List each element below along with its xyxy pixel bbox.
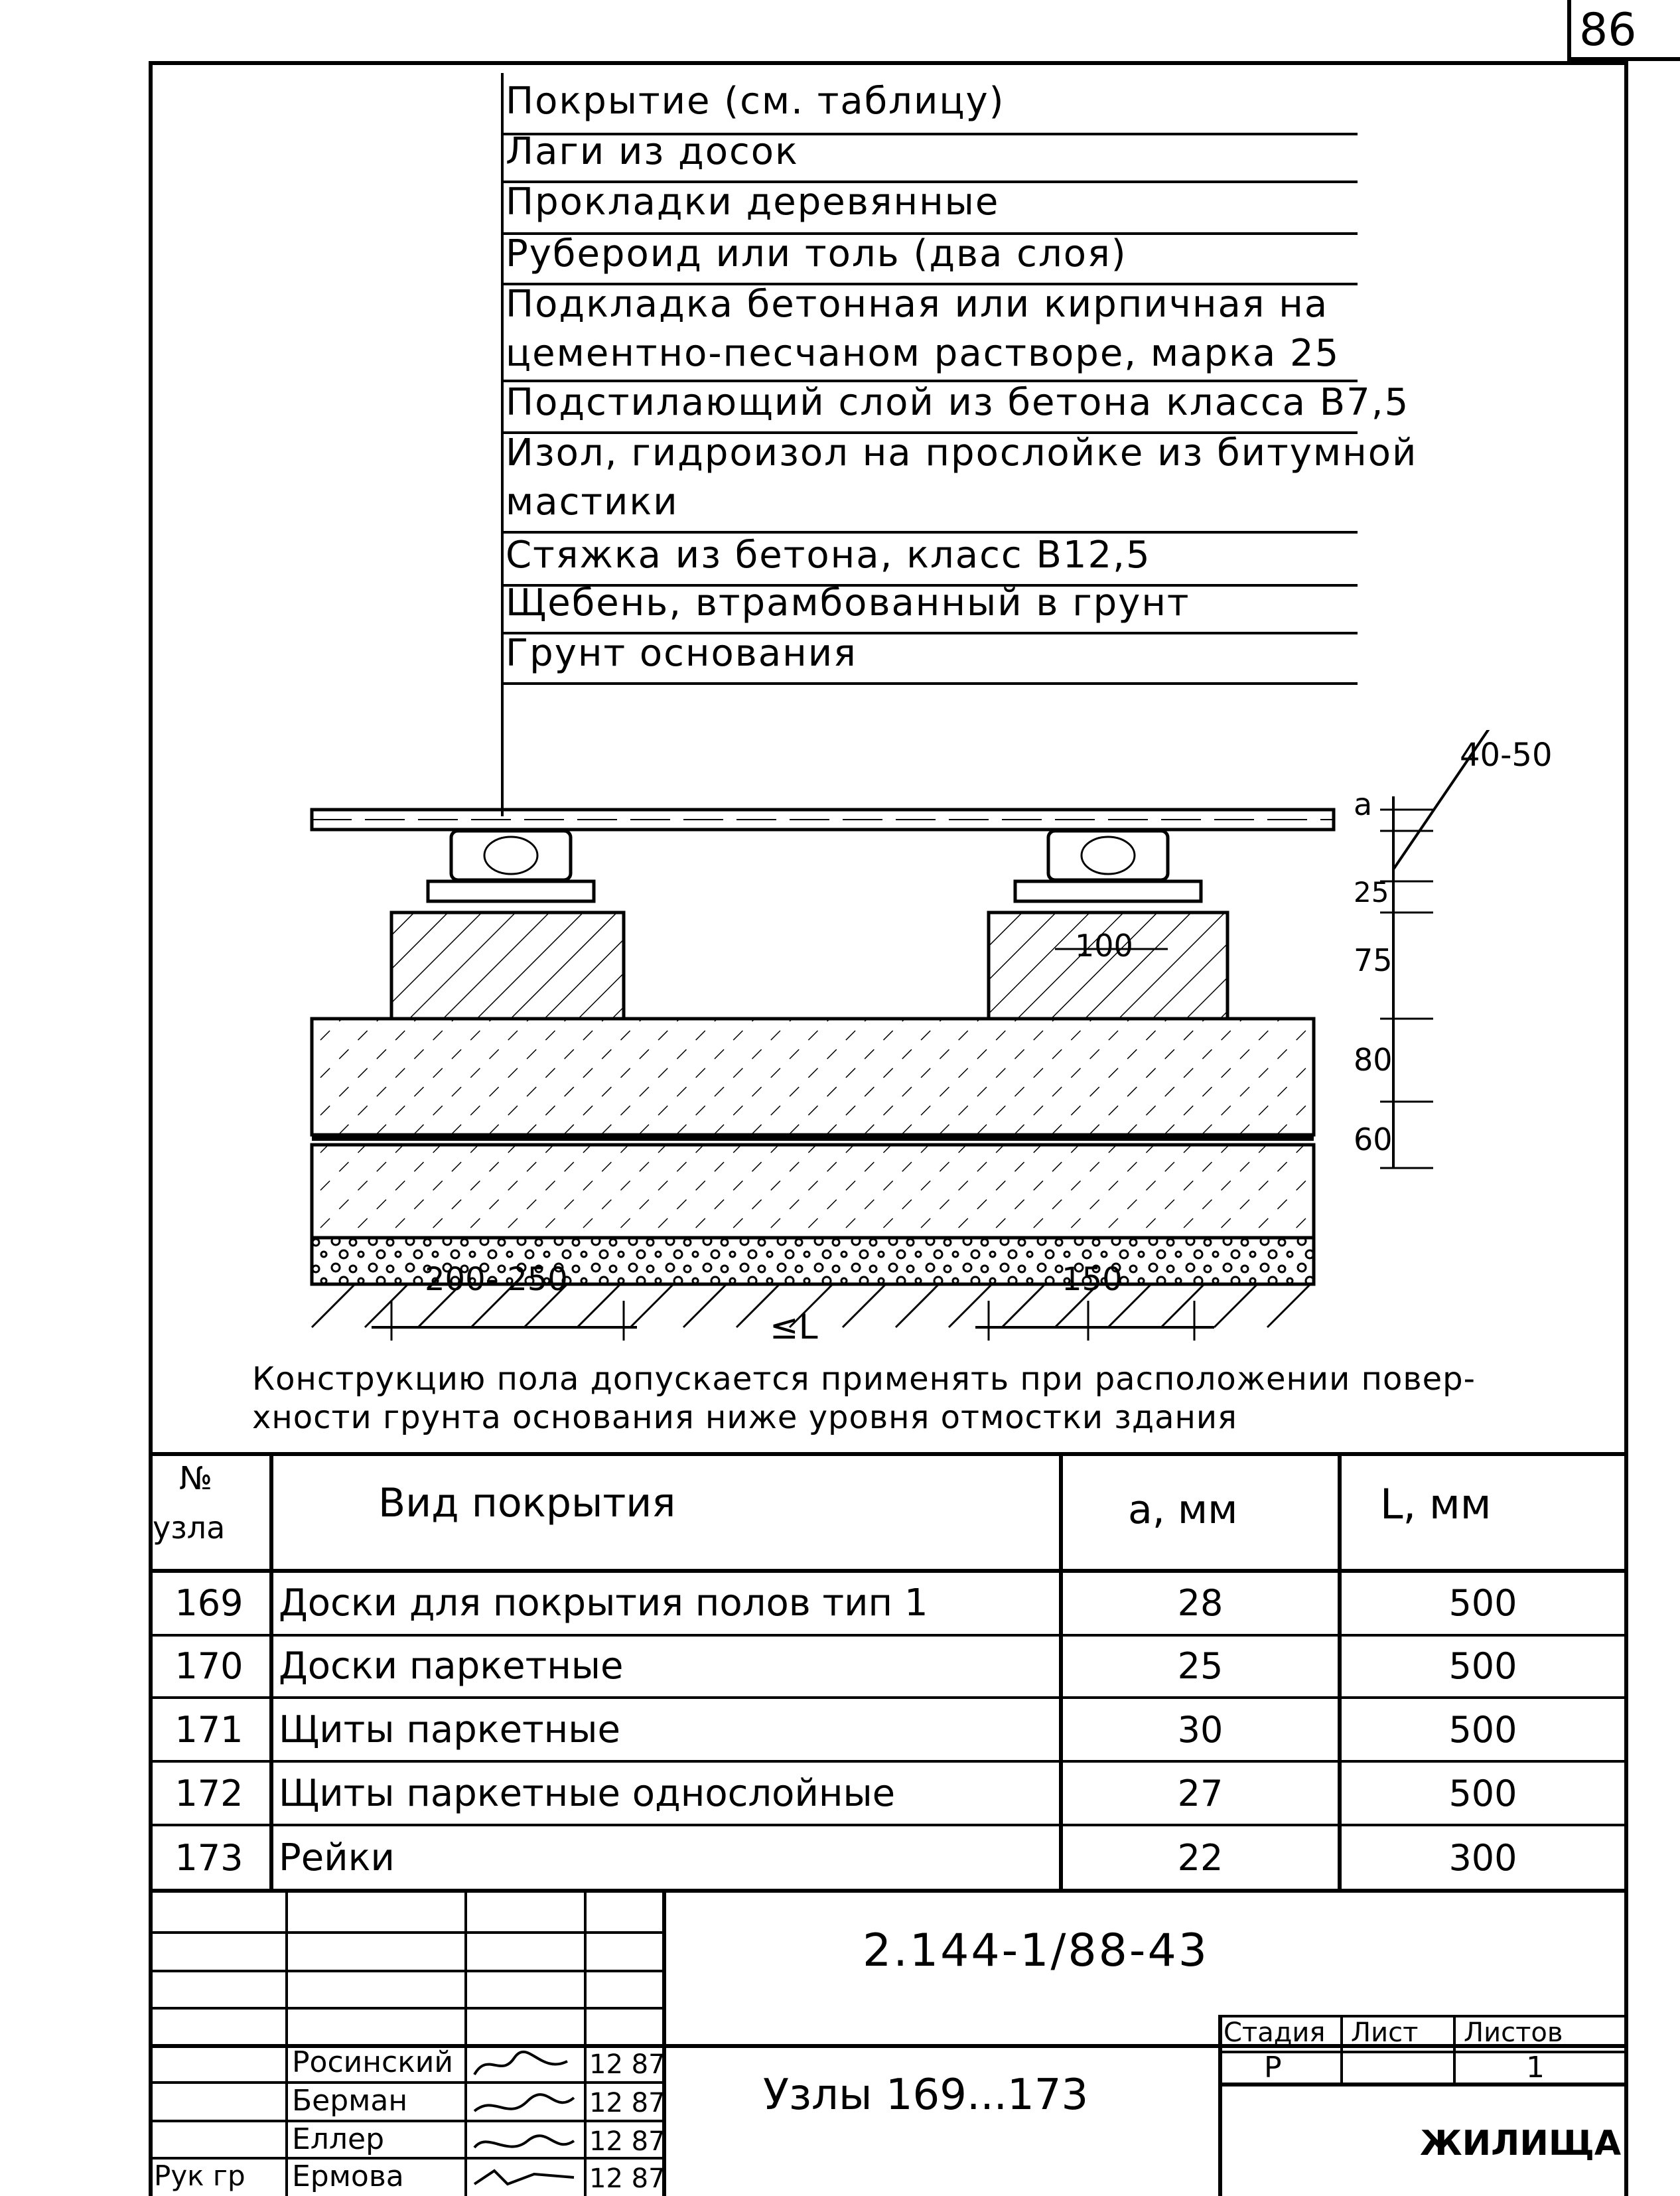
row-a: 25	[1177, 1645, 1224, 1687]
layer-label: Лаги из досок	[506, 130, 799, 173]
pad-right	[1015, 881, 1201, 901]
dim-gap: 40-50	[1460, 737, 1553, 774]
layer-label: Покрытие (см. таблицу)	[506, 80, 1005, 123]
row-num: 170	[175, 1645, 244, 1687]
row-L: 500	[1448, 1708, 1517, 1751]
layer-label: Подкладка бетонная или кирпичная на	[506, 283, 1329, 326]
layer-label: Рубероид или толь (два слоя)	[506, 232, 1127, 275]
row-L: 500	[1448, 1581, 1517, 1624]
document-code: 2.144-1/88-43	[863, 1925, 1209, 1977]
support-left	[391, 913, 624, 1019]
page-number: 86	[1579, 4, 1637, 56]
signer-date: 12 87	[589, 2088, 665, 2118]
row-type: Щиты паркетные однослойные	[279, 1771, 896, 1815]
signer-date: 12 87	[589, 2163, 665, 2194]
layer-label: цементно-песчаном растворе, марка 25	[506, 332, 1340, 375]
row-a: 27	[1177, 1772, 1224, 1814]
row-num: 171	[175, 1708, 244, 1751]
signer-date: 12 87	[589, 2049, 665, 2080]
row-num: 173	[175, 1836, 244, 1879]
row-a: 30	[1177, 1708, 1224, 1751]
layer-label: Прокладки деревянные	[506, 181, 1000, 224]
dim-80: 80	[1354, 1042, 1393, 1078]
sheet-label: Лист	[1351, 2017, 1419, 2048]
signer-name: Росинский	[292, 2045, 453, 2079]
note-line-2: хности грунта основания ниже уровня отмостки здания	[252, 1399, 1237, 1436]
header-type: Вид покрытия	[378, 1480, 676, 1526]
row-type: Рейки	[279, 1836, 395, 1879]
row-type: Доски для покрытия полов тип 1	[279, 1581, 928, 1625]
dim-a: a	[1354, 786, 1373, 822]
header-L: L, мм	[1380, 1480, 1492, 1528]
joist-left	[451, 831, 571, 880]
sheets-value: 1	[1526, 2051, 1545, 2085]
legend-leader	[501, 73, 504, 816]
signer-name: Еллер	[292, 2122, 385, 2156]
dim-60: 60	[1354, 1122, 1393, 1157]
dim-150: 150	[1062, 1261, 1123, 1298]
sheets-label: Листов	[1464, 2017, 1563, 2048]
layer-label: Стяжка из бетона, класс В12,5	[506, 534, 1151, 577]
layer-label: Изол, гидроизол на прослойке из битумной	[506, 431, 1418, 475]
signer-role: Рук гр	[154, 2159, 245, 2192]
frame-right-double	[1624, 61, 1628, 2196]
dim-L: ≤L	[770, 1307, 818, 1347]
layer-label: Щебень, втрамбованный в грунт	[506, 581, 1190, 624]
dim-100: 100	[1075, 928, 1133, 964]
layer-label: мастики	[506, 480, 679, 524]
pad-left	[428, 881, 594, 901]
row-type: Доски паркетные	[279, 1644, 624, 1688]
stage-value: Р	[1264, 2051, 1282, 2085]
dim-25: 25	[1354, 876, 1389, 909]
row-num: 169	[175, 1581, 244, 1624]
dim-75: 75	[1354, 942, 1393, 978]
header-num: узла	[153, 1510, 226, 1546]
document-title: Узлы 169...173	[763, 2071, 1089, 2120]
row-a: 22	[1177, 1836, 1224, 1879]
signer-name: Ермова	[292, 2159, 404, 2193]
row-L: 500	[1448, 1645, 1517, 1687]
row-type: Щиты паркетные	[279, 1708, 620, 1751]
base-concrete	[312, 1145, 1314, 1238]
header-a: a, мм	[1128, 1487, 1238, 1533]
layer-label: Грунт основания	[506, 632, 857, 675]
layer-label: Подстилающий слой из бетона класса В7,5	[506, 381, 1410, 424]
note-line-1: Конструкцию пола допускается применять при расположении повер-	[252, 1360, 1476, 1398]
organization: ЖИЛИЩА	[1420, 2124, 1622, 2163]
signer-date: 12 87	[589, 2126, 665, 2157]
dim-200-250: 200- 250	[425, 1261, 568, 1298]
screed-layer	[312, 1019, 1314, 1135]
joist-right	[1048, 831, 1168, 880]
stage-label: Стадия	[1224, 2017, 1326, 2048]
signatures	[468, 2048, 581, 2194]
row-a: 28	[1177, 1581, 1224, 1624]
row-L: 300	[1448, 1836, 1517, 1879]
row-num: 172	[175, 1772, 244, 1814]
signer-name: Берман	[292, 2084, 408, 2118]
layer-underline	[502, 682, 1358, 685]
row-L: 500	[1448, 1772, 1517, 1814]
header-num-symbol: №	[179, 1460, 212, 1497]
